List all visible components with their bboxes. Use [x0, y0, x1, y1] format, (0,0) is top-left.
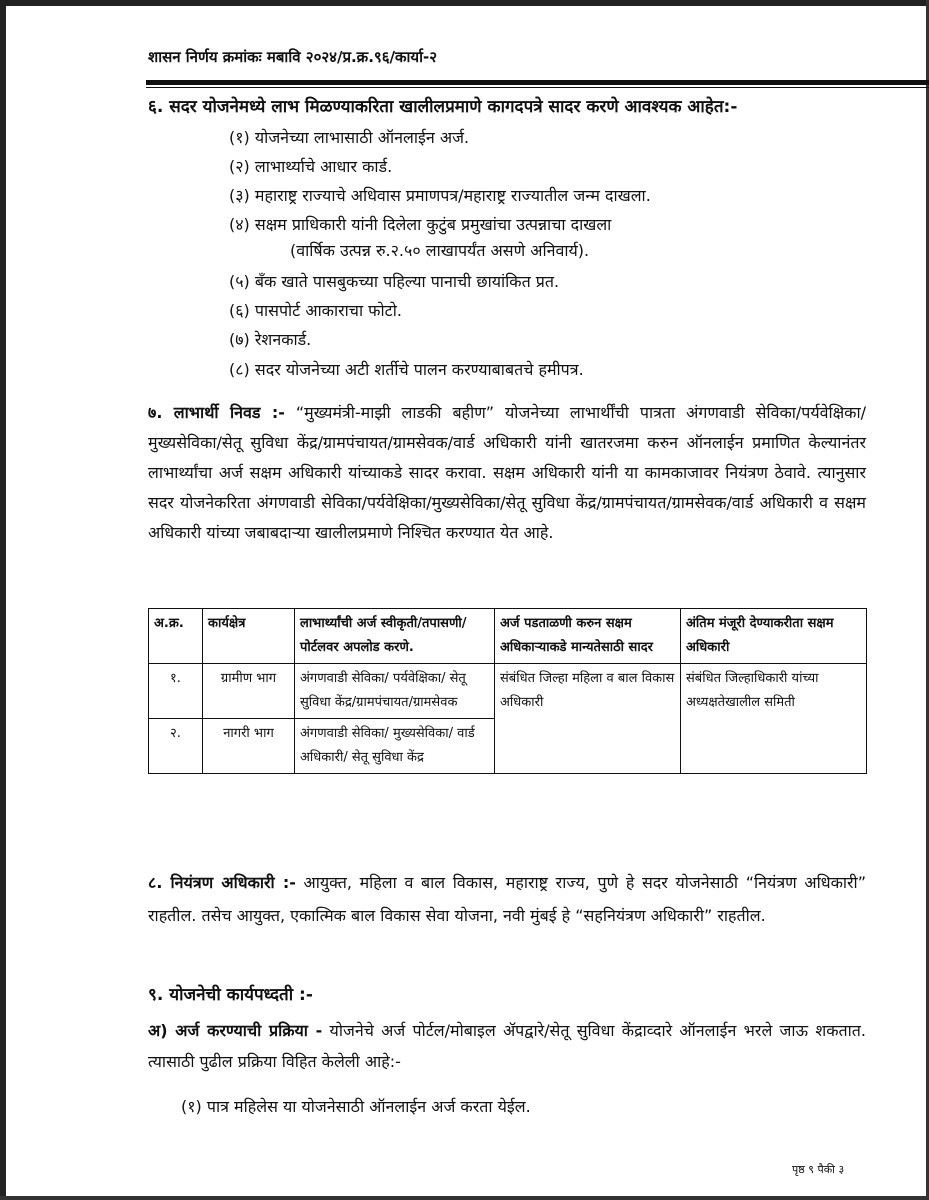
- section-7-label: ७. लाभार्थी निवड :-: [148, 403, 285, 422]
- header-area: कार्यक्षेत्र: [203, 609, 295, 664]
- row-2-serial: २.: [149, 719, 203, 774]
- table-header-row: [149, 609, 867, 664]
- section-6-item-2: (२) लाभार्थ्याचे आधार कार्ड.: [229, 157, 393, 176]
- row-1-accept: अंगणवाडी सेविका/ पर्यवेक्षिका/ सेतू सुविधा केंद्र/ग्रामपंचायत/ग्रामसेवक: [295, 664, 495, 719]
- section-6-item-8: (८) सदर योजनेच्या अटी शर्तीचे पालन करण्याबाबतचे हमीपत्र.: [229, 360, 584, 379]
- section-9-item-1: (१) पात्र महिलेस या योजनेसाठी ऑनलाईन अर्ज करता येईल.: [181, 1097, 531, 1116]
- section-6-item-4-note: (वार्षिक उत्पन्न रु.२.५० लाखापर्यंत असणे अनिवार्य).: [290, 241, 590, 260]
- section-6-item-6: (६) पासपोर्ट आकाराचा फोटो.: [229, 301, 402, 320]
- section-6-heading: ६. सदर योजनेमध्ये लाभ मिळण्याकरिता खालीलप्रमाणे कागदपत्रे सादर करणे आवश्यक आहेत:-: [148, 97, 738, 117]
- header-accept: लाभार्थ्यांची अर्ज स्वीकृती/तपासणी/पोर्टलवर अपलोड करणे.: [295, 609, 495, 664]
- section-7-text: “मुख्यमंत्री-माझी लाडकी बहीण” योजनेच्या लाभार्थींची पात्रता अंगणवाडी सेविका/पर्यवेक्षिका/मुख्यसेविका/सेतू सुविधा केंद्र/ग्रामपंचायत/ग्रामसेवक/वार्ड अधिकारी यांनी खातरजमा करुन ऑनलाईन प्रमाणित केल्यानंतर लाभार्थ्यांचा अर्ज सक्षम अधिकारी यांच्याकडे सादर करावा. सक्षम अधिकारी यांनी या कामकाजावर नियंत्रण ठेवावे. त्यानुसार सदर योजनेकरिता अंगणवाडी सेविका/पर्यवेक्षिका/मुख्यसेविका/सेतू सुविधा केंद्र/ग्रामपंचायत/ग्रामसेवक/वार्ड अधिकारी व सक्षम अधिकारी यांच्या जबाबदाऱ्या खालीलप्रमाणे निश्चित करण्यात येत आहे.: [148, 403, 866, 542]
- row-1-serial: १.: [149, 664, 203, 719]
- section-9-sub-text: योजनेचे अर्ज पोर्टल/मोबाइल ॲपद्वारे/सेतू सुविधा केंद्राव्दारे ऑनलाईन भरले जाऊ शकतात. त्यासाठी पुढील प्रक्रिया विहित केलेली आहे:-: [148, 1021, 866, 1071]
- section-8-paragraph: [148, 866, 866, 932]
- section-6-item-1: (१) योजनेच्या लाभासाठी ऑनलाईन अर्ज.: [229, 128, 470, 147]
- section-9-heading: ९. योजनेची कार्यपध्दती :-: [148, 985, 313, 1005]
- section-6-item-5: (५) बँक खाते पासबुकच्या पहिल्या पानाची छायांकित प्रत.: [229, 272, 560, 291]
- document-header: शासन निर्णय क्रमांकः मबावि २०२४/प्र.क्र.९६/कार्या-२: [148, 48, 437, 66]
- final-approval-cell: संबंधित जिल्हाधिकारी यांच्या अध्यक्षतेखालील समिती: [681, 664, 867, 774]
- page-number: पृष्ठ ९ पैकी ३: [792, 1163, 845, 1176]
- row-1-area: ग्रामीण भाग: [203, 664, 295, 719]
- section-8-label: ८. नियंत्रण अधिकारी :-: [148, 873, 296, 892]
- header-verify: अर्ज पडताळणी करुन सक्षम अधिकाऱ्याकडे मान्यतेसाठी सादर: [495, 609, 681, 664]
- header-rule-thin: [146, 87, 929, 88]
- section-9-paragraph: [148, 1015, 866, 1077]
- scan-edge-bottom: [0, 1196, 929, 1200]
- verify-officer-cell: संबंधित जिल्हा महिला व बाल विकास अधिकारी: [495, 664, 681, 774]
- header-rule: [146, 80, 929, 85]
- section-6-item-4: (४) सक्षम प्राधिकारी यांनी दिलेला कुटुंब प्रमुखांचा उत्पन्नाचा दाखला: [229, 215, 612, 234]
- scan-edge-top: [0, 0, 929, 6]
- section-7-paragraph: [148, 398, 866, 548]
- section-6-item-7: (७) रेशनकार्ड.: [229, 330, 312, 349]
- header-serial: अ.क्र.: [149, 609, 203, 664]
- section-8-text: आयुक्त, महिला व बाल विकास, महाराष्ट्र राज्य, पुणे हे सदर योजनेसाठी “नियंत्रण अधिकारी” राहतील. तसेच आयुक्त, एकात्मिक बाल विकास सेवा योजना, नवी मुंबई हे “सहनियंत्रण अधिकारी” राहतील.: [148, 873, 866, 925]
- table-row: [149, 664, 867, 719]
- header-final: अंतिम मंजूरी देण्याकरीता सक्षम अधिकारी: [681, 609, 867, 664]
- scan-edge-left: [0, 0, 6, 1200]
- responsibility-table: [148, 608, 867, 774]
- section-9-sub-label: अ) अर्ज करण्याची प्रक्रिया -: [148, 1021, 323, 1040]
- section-6-item-3: (३) महाराष्ट्र राज्याचे अधिवास प्रमाणपत्र/महाराष्ट्र राज्यातील जन्म दाखला.: [229, 186, 651, 205]
- row-2-accept: अंगणवाडी सेविका/ मुख्यसेविका/ वार्ड अधिकारी/ सेतू सुविधा केंद्र: [295, 719, 495, 774]
- row-2-area: नागरी भाग: [203, 719, 295, 774]
